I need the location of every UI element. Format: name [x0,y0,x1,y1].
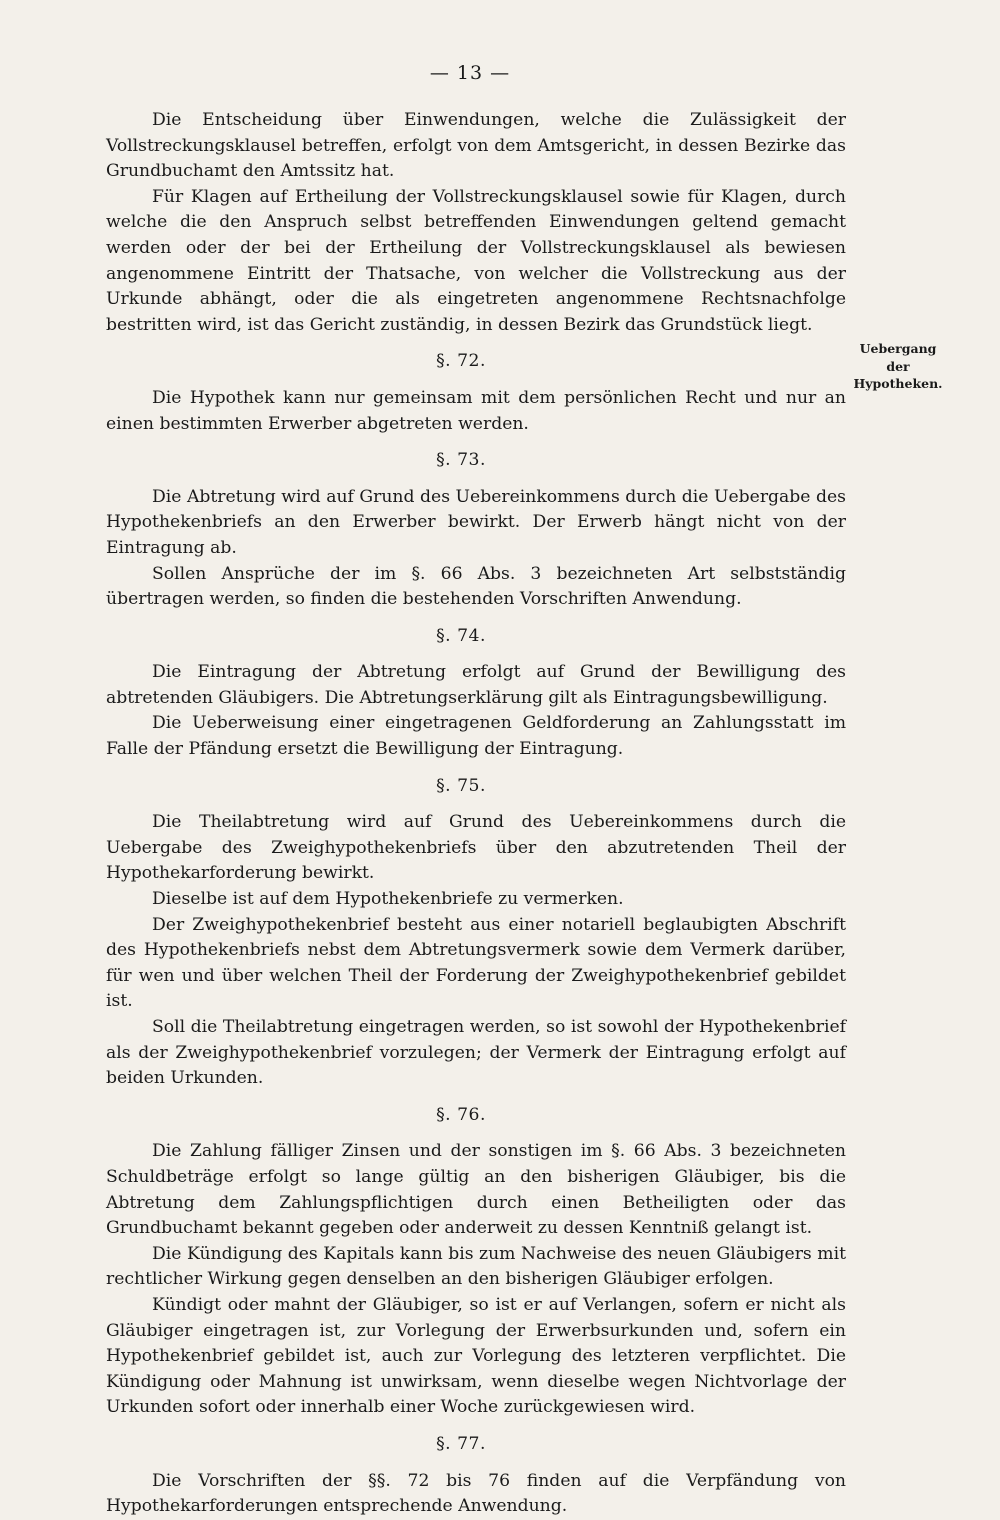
paragraph: Der Zweighypothekenbrief besteht aus einer notariell beglaubigten Abschrift des Hypothekenbriefs nebst dem Abtretungsvermerk sowie dem Vermerk darüber, für wen und über welchen Theil der Forderung der Zweighypothekenbrief gebildet ist. [106,914,846,1012]
section-heading: §. 75. [436,775,486,796]
body-text [106,108,846,1520]
paragraph: Die Entscheidung über Einwendungen, welche die Zulässigkeit der Vollstreckungsklausel betreffen, erfolgt von dem Amtsgericht, in dessen Bezirke das Grundbuchamt den Amtssitz hat. [106,110,846,182]
margin-note-line: der [886,358,910,374]
page-number: — 13 — [429,62,511,84]
paragraph: Die Ueberweisung einer eingetragenen Geldforderung an Zahlungsstatt im Falle der Pfändung ersetzt die Bewilligung der Eintragung. [106,713,846,760]
paragraph: Die Abtretung wird auf Grund des Uebereinkommens durch die Uebergabe des Hypothekenbriefs an den Erwerber bewirkt. Der Erwerb hängt nicht von der Eintragung ab. [106,486,846,558]
paragraph: Sollen Ansprüche der im §. 66 Abs. 3 bezeichneten Art selbstständig übertragen werden, so finden die bestehenden Vorschriften Anwendung. [106,563,846,610]
section-heading: §. 72. [436,351,486,372]
paragraph: Soll die Theilabtretung eingetragen werden, so ist sowohl der Hypothekenbrief als der Zweighypothekenbrief vorzulegen; der Vermerk der Eintragung erfolgt auf beiden Urkunden. [106,1017,846,1089]
paragraph: Die Kündigung des Kapitals kann bis zum Nachweise des neuen Gläubigers mit rechtlicher Wirkung gegen denselben an den bisherigen Gläubiger erfolgen. [106,1243,846,1290]
paragraph: Die Vorschriften der §§. 72 bis 76 finden auf die Verpfändung von Hypothekarforderungen entsprechende Anwendung. [106,1470,846,1517]
section-heading: §. 76. [436,1104,486,1125]
paragraph: Für Klagen auf Ertheilung der Vollstreckungsklausel sowie für Klagen, durch welche die den Anspruch selbst betreffenden Einwendungen geltend gemacht werden oder der bei der Ertheilung der Vollstreckungsklausel als bewiesen angenommene Eintritt der Thatsache, von welcher die Vollstreckung aus der Urkunde abhängt, oder die als eingetreten angenommene Rechtsnachfolge bestritten wird, ist das Gericht zuständig, in dessen Bezirk das Grundstück liegt. [106,186,846,335]
section-heading: §. 73. [436,450,486,471]
paragraph: Dieselbe ist auf dem Hypothekenbriefe zu vermerken. [152,889,624,910]
paragraph: Die Eintragung der Abtretung erfolgt auf Grund der Bewilligung des abtretenden Gläubigers. Die Abtretungserklärung gilt als Eintragungsbewilligung. [106,662,846,708]
margin-note [848,340,948,393]
margin-note-line: Hypotheken. [853,376,943,391]
margin-note-line: Uebergang [859,341,937,356]
section-heading: §. 77. [436,1433,486,1454]
section-heading: §. 74. [436,625,486,646]
paragraph: Kündigt oder mahnt der Gläubiger, so ist er auf Verlangen, sofern er nicht als Gläubiger eingetragen ist, zur Vorlegung der Erwerbsurkunden und, sofern ein Hypothekenbrief gebildet ist, auch zur Vorlegung des letzteren verpflichtet. Die Kündigung oder Mahnung ist unwirksam, wenn dieselbe wegen Nichtvorlage der Urkunden sofort oder innerhalb einer Woche zurückgewiesen wird. [106,1294,846,1418]
paragraph: Die Theilabtretung wird auf Grund des Uebereinkommens durch die Uebergabe des Zweighypothekenbriefs über den abzutretenden Theil der Hypothekarforderung bewirkt. [106,812,846,884]
paragraph: Die Hypothek kann nur gemeinsam mit dem persönlichen Recht und nur an einen bestimmten Erwerber abgetreten werden. [106,387,846,434]
paragraph: Die Zahlung fälliger Zinsen und der sonstigen im §. 66 Abs. 3 bezeichneten Schuldbeträge erfolgt so lange gültig an den bisherigen Gläubiger, bis die Abtretung dem Zahlungspflichtigen durch einen Betheiligten oder das Grundbuchamt bekannt gegeben oder anderweit zu dessen Kenntniß gelangt ist. [106,1141,846,1239]
